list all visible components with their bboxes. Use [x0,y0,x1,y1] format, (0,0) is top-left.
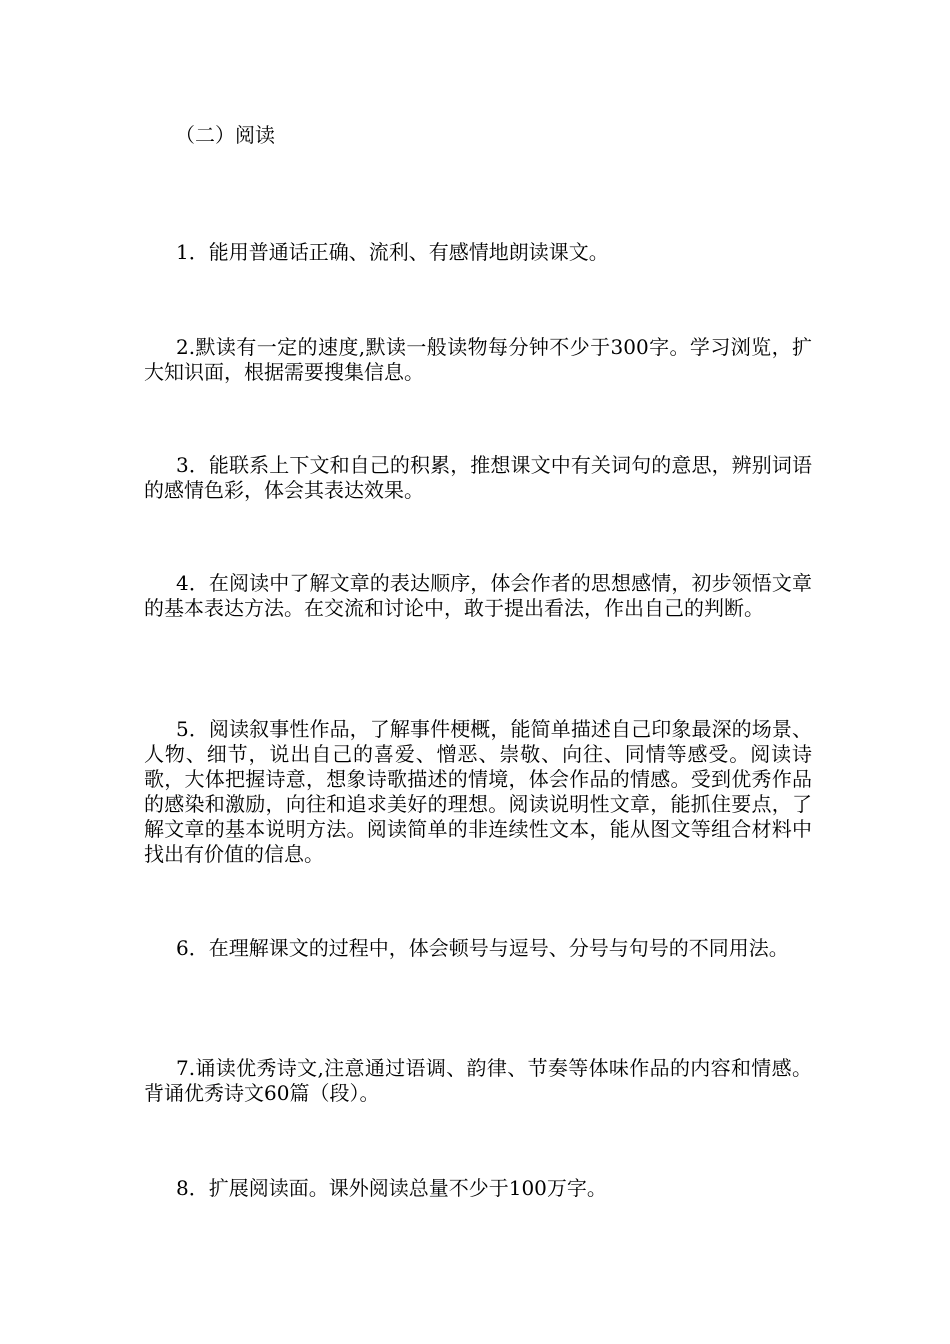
reading-item-3: 3．能联系上下文和自己的积累，推想课文中有关词句的意思，辨别词语的感情色彩，体会其表达效果。 [144,453,812,502]
reading-item-1: 1．能用普通话正确、流利、有感情地朗读课文。 [176,240,609,264]
reading-item-6: 6．在理解课文的过程中，体会顿号与逗号、分号与句号的不同用法。 [176,936,789,960]
section-heading: （二）阅读 [175,123,275,147]
reading-item-8: 8．扩展阅读面。课外阅读总量不少于100万字。 [176,1176,607,1200]
reading-item-2: 2.默读有一定的速度,默读一般读物每分钟不少于300字。学习浏览，扩大知识面，根据需要搜集信息。 [144,335,812,384]
reading-item-7: 7.诵读优秀诗文,注意通过语调、韵律、节奏等体味作品的内容和情感。背诵优秀诗文60篇（段）。 [144,1056,812,1105]
reading-item-4: 4．在阅读中了解文章的表达顺序，体会作者的思想感情，初步领悟文章的基本表达方法。在交流和讨论中，敢于提出看法，作出自己的判断。 [144,571,812,620]
reading-item-5: 5．阅读叙事性作品，了解事件梗概，能简单描述自己印象最深的场景、人物、细节，说出自己的喜爱、憎恶、崇敬、向往、同情等感受。阅读诗歌，大体把握诗意，想象诗歌描述的情境，体会作品的情感。受到优秀作品的感染和激励，向往和追求美好的理想。阅读说明性文章，能抓住要点，了解文章的基本说明方法。阅读简单的非连续性文本，能从图文等组合材料中找出有价值的信息。 [144,717,812,866]
